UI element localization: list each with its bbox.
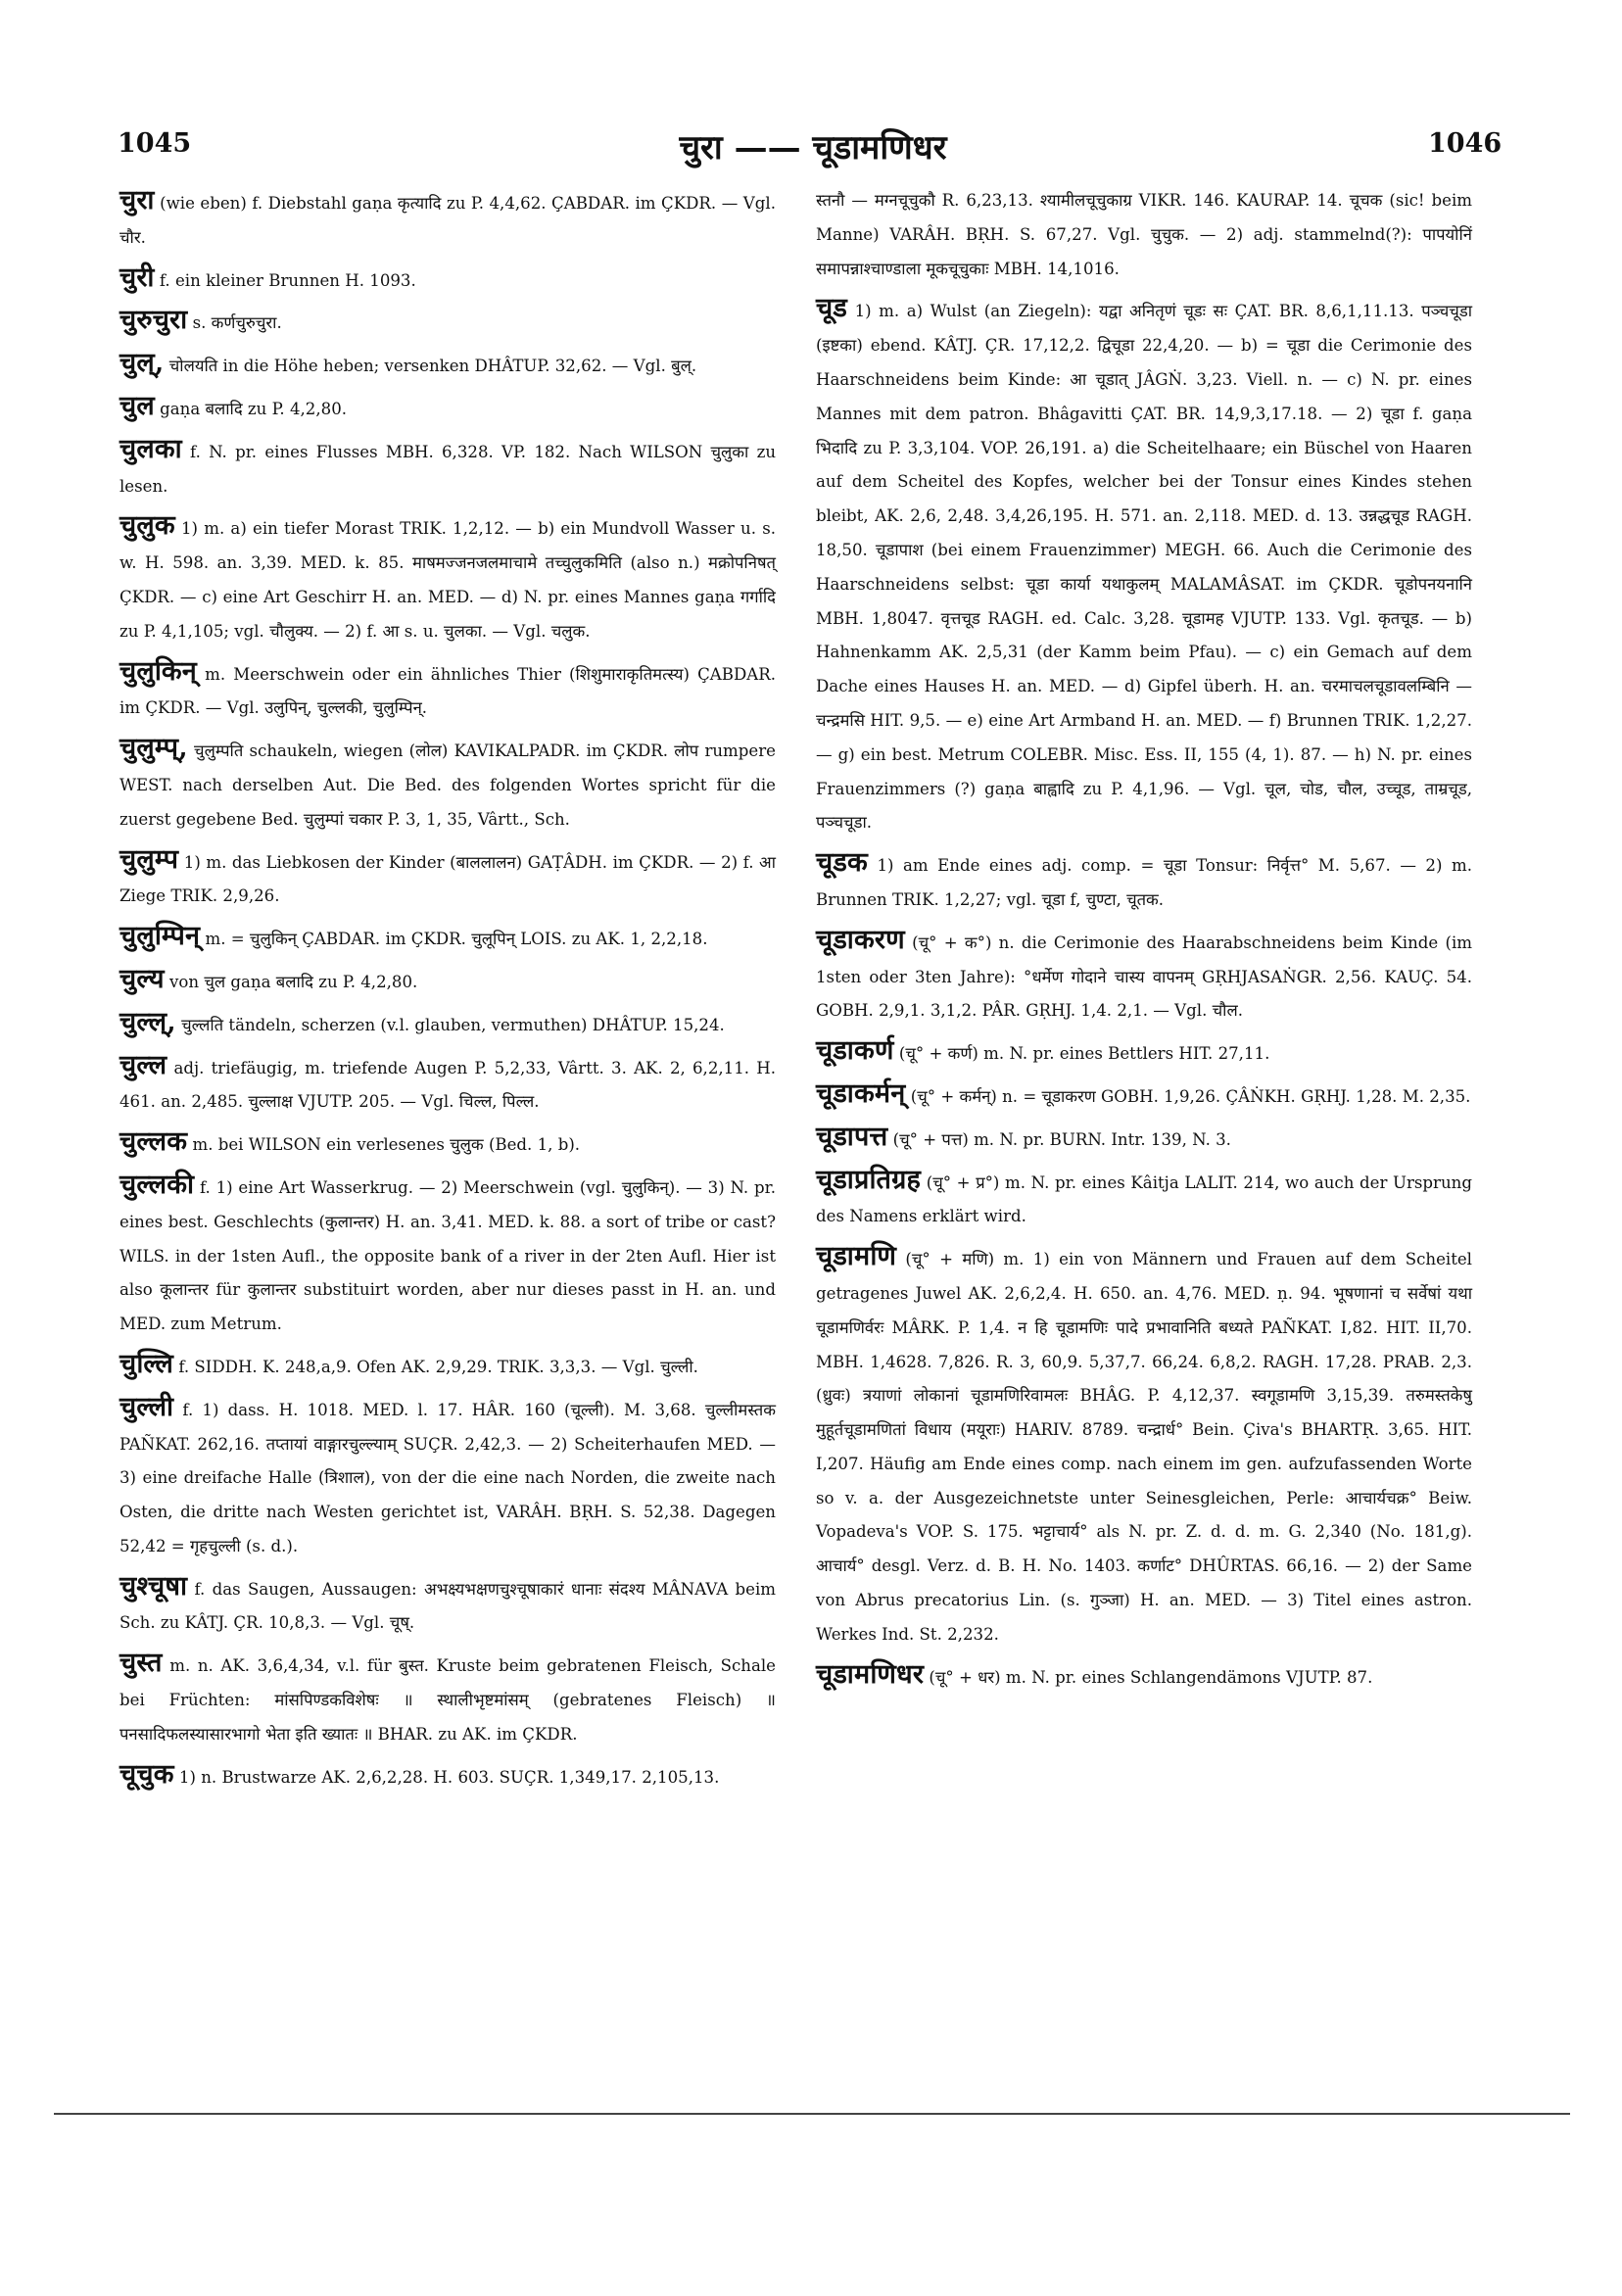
entry-text: (चू° + पत्त) m. N. pr. BURN. Intr. 139, N. 3. <box>892 1129 1231 1149</box>
entry-headword: चुल्लक <box>119 1126 188 1158</box>
entry-text: m. Meerschwein oder ein ähnliches Thier (शिशुमाराकृतिमत्स्य) ÇABDAR. im ÇKDR. — Vgl. उलुपिन्, चुल्लकी, चुलुम्पिन्. <box>119 664 777 718</box>
entry-headword: चुलुम्प्, <box>119 733 188 764</box>
entry-text: 1) n. Brustwarze AK. 2,6,2,28. H. 603. SUÇR. 1,349,17. 2,105,13. <box>178 1767 720 1787</box>
entry-text: (चू° + धर) m. N. pr. eines Schlangendämons VJUTP. 87. <box>929 1667 1373 1687</box>
entry-text: (चू° + मणि) m. 1) ein von Männern und Frauen auf dem Scheitel getragenes Juwel AK. 2,6,2,4. H. 650. an. 4,76. MED. ṇ. 94. भूषणानां च सर्वेषां यथा चूडामणिर्वरः MÂRK. P. 1,4. न हि चूडामणिः पादे प्रभावानिति बध्यते PAÑKAT. I,82. HIT. II,70. MBH. 1,4628. 7,826. R. 3, 60,9. 5,37,7. 66,24. 6,8,2. RAGH. 17,28. PRAB. 2,3. (ध्रुवः) त्रयाणां लोकानां चूडामणिरिवामलः BHÂG. P. 4,12,37. स्वगूडामणि 3,15,39. तरुमस्तकेषु मुहूर्तचूडामणितां विधाय (मयूराः) HARIV. 8789. चन्द्रार्ध° Bein. Çiva's BHARTṚ. 3,65. HIT. I,207. Häufig am Ende eines comp. nach einem im gen. aufzufassenden Worte so v. a. der Ausgezeichnetste unter Seinesgleichen, Perle: आचार्यचक्र° Beiw. Vopadeva's VOP. S. 175. भट्टाचार्य° als N. pr. Z. d. d. m. G. 2,340 (No. 181,g). आचार्य° desgl. Verz. d. B. H. No. 1403. कर्णाट° DHÛRTAS. 66,16. — 2) der Same von Abrus precatorius Lin. (s. गुञ्जा) H. an. MED. — 3) Titel eines astron. Werkes Ind. St. 2,232. <box>816 1250 1472 1644</box>
entry-text: f. SIDDH. K. 248,a,9. Ofen AK. 2,9,29. TRIK. 3,3,3. — Vgl. चुल्ली. <box>178 1357 698 1376</box>
entry-text: adj. triefäugig, m. triefende Augen P. 5,2,33, Vârtt. 3. AK. 2, 6,2,11. H. 461. an. 2,485. चुल्लाक्ष VJUTP. 205. — Vgl. चिल्ल, पिल्ल. <box>119 1058 776 1112</box>
dictionary-entry <box>816 1164 1472 1235</box>
entry-headword: चुलुक <box>119 510 175 542</box>
entry-headword: चुश्चूषा <box>119 1570 188 1602</box>
entry-headword: चुरुचुरा <box>119 305 188 336</box>
entry-headword: चुरी <box>119 262 155 293</box>
dictionary-entry <box>119 390 776 427</box>
bottom-rule <box>54 2113 1570 2115</box>
entry-text: von चुल gaṇa बलादि zu P. 4,2,80. <box>169 972 418 991</box>
page-number-left: 1045 <box>118 128 192 159</box>
right-column <box>816 184 1472 1700</box>
dictionary-entry <box>119 304 776 341</box>
entry-headword: चूडामणि <box>816 1241 897 1272</box>
dictionary-entry <box>119 1049 776 1121</box>
dictionary-entry <box>816 1034 1472 1072</box>
dictionary-entry <box>119 1125 776 1163</box>
dictionary-entry <box>119 1570 776 1642</box>
dictionary-entry <box>119 262 776 299</box>
entry-text: (चू° + कर्ण) m. N. pr. eines Bettlers HIT. 27,11. <box>898 1044 1270 1064</box>
dictionary-entry <box>119 1169 776 1342</box>
dictionary-entry <box>119 1348 776 1385</box>
entry-text: स्तनौ — मग्नचूचुकौ R. 6,23,13. श्यामीलचूचुकाग्र VIKR. 146. KAURAP. 14. चूचक (sic! beim Manne) VARÂH. BṚH. S. 67,27. Vgl. चुचुक. — 2) adj. stammelnd(?): पापयोनिं समापन्नाश्चाण्डाला मूकचूचुकाः MBH. 14,1016. <box>816 191 1472 278</box>
dictionary-entry <box>816 1658 1472 1696</box>
dictionary-entry <box>119 184 776 256</box>
dictionary-entry <box>119 1647 776 1751</box>
entry-text: f. 1) dass. H. 1018. MED. l. 17. HÂR. 160 (चूल्ली). M. 3,68. चुल्लीमस्तक PAÑKAT. 262,16. तप्तायां वाङ्गारचुल्ल्याम् SUÇR. 2,42,3. — 2) Scheiterhaufen MED. — 3) eine dreifache Halle (त्रिशाल), von der die eine nach Norden, die zweite nach Osten, die dritte nach Westen gerichtet ist, VARÂH. BṚH. S. 52,38. Dagegen 52,42 = गृहचुल्ली (s. d.). <box>119 1400 776 1555</box>
dictionary-entry <box>816 1240 1472 1652</box>
dictionary-entry <box>119 920 776 957</box>
entry-text: f. ein kleiner Brunnen H. 1093. <box>159 270 416 290</box>
dictionary-entry <box>119 843 776 915</box>
entry-text: 1) am Ende eines adj. comp. = चूडा Tonsur: निर्वृत्त° M. 5,67. — 2) m. Brunnen TRIK. 1,2,27; vgl. चूडा f, चुण्टा, चूतक. <box>816 856 1472 909</box>
entry-text: 1) m. das Liebkosen der Kinder (बाललालन) GAṬÂDH. im ÇKDR. — 2) f. आ Ziege TRIK. 2,9,26. <box>119 852 776 906</box>
entry-headword: चुलका <box>119 433 182 464</box>
entry-headword: चुल्ल <box>119 1049 167 1080</box>
entry-headword: चुल्ल्, <box>119 1006 176 1037</box>
entry-text: s. कर्णचुरुचुरा. <box>192 313 282 333</box>
entry-text: 1) m. a) ein tiefer Morast TRIK. 1,2,12. — b) ein Mundvoll Wasser u. s. w. H. 598. an. 3,39. MED. k. 85. माषमज्जनजलमाचामे तच्चुलुकमिति (also n.) मक्रोपनिषत् ÇKDR. — c) eine Art Geschirr H. an. MED. — d) N. pr. eines Mannes gaṇa गर्गादि zu P. 4,1,105; vgl. चौलुक्य. — 2) f. आ s. u. चुलका. — Vgl. चलुक. <box>119 519 776 641</box>
entry-headword: चुल <box>119 390 155 421</box>
entry-headword: चुल्लकी <box>119 1169 195 1200</box>
entry-headword: चूचुक <box>119 1758 174 1790</box>
dictionary-entry <box>119 1758 776 1795</box>
dictionary-entry <box>119 1006 776 1043</box>
entry-text: m. bei WILSON ein verlesenes चुलुक (Bed. 1, b). <box>192 1135 581 1155</box>
entry-headword: चूडापत्त <box>816 1121 888 1152</box>
entry-text: 1) m. a) Wulst (an Ziegeln): यद्वा अनितृणं चूडः सः ÇAT. BR. 8,6,1,11.13. पञ्चचूडा (इष्टका) ebend. KÂTJ. ÇR. 17,12,2. द्विचूडा 22,4,20. — b) = चूडा die Cerimonie des Haarschneidens beim Kinde: आ चूडात् JÂGṄ. 3,23. Viell. n. — c) N. pr. eines Mannes mit dem patron. Bhâgavitti ÇAT. BR. 14,9,3,17.18. — 2) चूडा f. gaṇa भिदादि zu P. 3,3,104. VOP. 26,191. a) die Scheitelhaare; ein Büschel von Haaren auf dem Scheitel des Kopfes, welcher bei der Tonsur eines Kindes stehen bleibt, AK. 2,6, 2,48. 3,4,26,195. H. 571. an. 2,118. MED. d. 13. उन्नद्धचूड RAGH. 18,50. चूडापाश (bei einem Frauenzimmer) MEGH. 66. Auch die Cerimonie des Haarschneidens selbst: चूडा कार्या यथाकुलम् MALAMÂSAT. im ÇKDR. चूडोपनयनानि MBH. 1,8047. वृत्तचूड RAGH. ed. Calc. 3,28. चूडामह VJUTP. 133. Vgl. कृतचूड. — b) Hahnenkamm AK. 2,5,31 (der Kamm beim Pfau). — c) ein Gemach auf dem Dache eines Hauses H. an. MED. — d) Gipfel überh. H. an. चरमाचलचूडावलम्बिनि — चन्द्रमसि HIT. 9,5. — e) eine Art Armband H. an. MED. — f) Brunnen TRIK. 1,2,27. — g) ein best. Metrum COLEBR. Misc. Ess. II, 155 (4, 1). 87. — h) N. pr. eines Frauenzimmers (?) gaṇa बाह्वादि zu P. 4,1,96. — Vgl. चूल, चोड, चौल, उच्चूड, ताम्रचूड, पञ्चचूडा. <box>816 302 1472 833</box>
entry-headword: चुरा <box>119 185 155 215</box>
dictionary-entry <box>119 732 776 837</box>
dictionary-entry <box>816 924 1472 1028</box>
entry-headword: चुल्, <box>119 348 165 379</box>
dictionary-entry <box>816 1121 1472 1158</box>
entry-headword: चूडाकरण <box>816 924 905 955</box>
entry-headword: चूडामणिधर <box>816 1658 925 1690</box>
entry-text: f. N. pr. eines Flusses MBH. 6,328. VP. 182. Nach WILSON चुलुका zu lesen. <box>119 442 776 496</box>
entry-text: चुल्लति tändeln, scherzen (v.l. glauben, vermuthen) DHÂTUP. 15,24. <box>181 1015 725 1034</box>
entry-headword: चुल्ली <box>119 1391 174 1422</box>
page-number-right: 1046 <box>1428 128 1503 159</box>
entry-text: चोलयति in die Höhe heben; versenken DHÂTUP. 32,62. — Vgl. बुल्. <box>168 357 697 376</box>
entry-headword: चुलुम्पिन् <box>119 921 201 952</box>
entry-text: चुलुम्पति schaukeln, wiegen (लोल) KAVIKALPADR. im ÇKDR. लोप rumpere WEST. nach derselben Aut. Die Bed. des folgenden Wortes spricht für die zuerst gegebene Bed. चुलुम्पां चकार P. 3, 1, 35, Vârtt., Sch. <box>119 741 776 829</box>
entry-text: m. = चुलुकिन् ÇABDAR. im ÇKDR. चुलूपिन् LOIS. zu AK. 1, 2,2,18. <box>205 930 708 949</box>
entry-text: f. das Saugen, Aussaugen: अभक्ष्यभक्षणचुश्चूषाकारं धानाः संदश्य MÂNAVA beim Sch. zu KÂTJ. ÇR. 10,8,3. — Vgl. चूष्. <box>119 1579 776 1633</box>
entry-headword: चुल्य <box>119 963 165 994</box>
dictionary-entry <box>816 1077 1472 1115</box>
entry-headword: चुस्त <box>119 1648 163 1679</box>
entry-headword: चूडाकर्मन् <box>816 1077 906 1109</box>
running-head: चुरा —— चूडामणिधर <box>679 128 947 167</box>
dictionary-entry <box>119 433 776 504</box>
dictionary-entry <box>816 184 1472 286</box>
dictionary-entry <box>119 1391 776 1564</box>
dictionary-entry <box>119 655 776 727</box>
entry-text: (चू° + क°) n. die Cerimonie des Haarabschneidens beim Kinde (im 1sten oder 3ten Jahre): °धर्मेण गोदाने चास्य वापनम् GṚHJASAṄGR. 2,56. KAUÇ. 54. GOBH. 2,9,1. 3,1,2. PÂR. GṚHJ. 1,4. 2,1. — Vgl. चौल. <box>816 933 1472 1021</box>
entry-headword: चुलुकिन् <box>119 655 197 687</box>
entry-headword: चूड <box>816 293 847 324</box>
entry-headword: चूडाकर्ण <box>816 1035 894 1067</box>
dictionary-entry <box>119 963 776 1000</box>
entry-headword: चुलुम्प <box>119 843 179 875</box>
entry-text: (चू° + प्र°) m. N. pr. eines Kâitja LALIT. 214, wo auch der Ursprung des Namens erklärt wird. <box>816 1172 1472 1226</box>
dictionary-entry <box>816 846 1472 918</box>
dictionary-entry <box>816 292 1472 840</box>
entry-text: gaṇa बलादि zu P. 4,2,80. <box>160 399 348 418</box>
entry-headword: चुल्लि <box>119 1348 174 1379</box>
entry-headword: चूडाप्रतिग्रह <box>816 1164 922 1195</box>
entry-text: m. n. AK. 3,6,4,34, v.l. für बुस्त. Kruste beim gebratenen Fleisch, Schale bei Früchten: मांसपिण्डकविशेषः ॥ स्थालीभृष्टमांसम् (gebratenes Fleisch) ॥ पनसादिफलस्यासारभागो भेता इति ख्यातः ॥ BHAR. zu AK. im ÇKDR. <box>119 1656 776 1744</box>
entry-text: f. 1) eine Art Wasserkrug. — 2) Meerschwein (vgl. चुलुकिन्). — 3) N. pr. eines best. Geschlechts (कुलान्तर) H. an. 3,41. MED. k. 88. a sort of tribe or cast? WILS. in der 1sten Aufl., the opposite bank of a river in der 2ten Aufl. Hier ist also कूलान्तर für कुलान्तर substituirt worden, aber nur dieses passt in H. an. und MED. zum Metrum. <box>119 1177 776 1334</box>
entry-headword: चूडक <box>816 847 868 879</box>
entry-text: (wie eben) f. Diebstahl gaṇa कृत्यादि zu P. 4,4,62. ÇABDAR. im ÇKDR. — Vgl. चौर. <box>119 194 776 247</box>
entry-text: (चू° + कर्मन्) n. = चूडाकरण GOBH. 1,9,26. ÇÂṄKH. GṚHJ. 1,28. M. 2,35. <box>910 1086 1471 1106</box>
dictionary-entry <box>119 347 776 384</box>
left-column <box>119 184 776 1800</box>
dictionary-entry <box>119 509 776 648</box>
